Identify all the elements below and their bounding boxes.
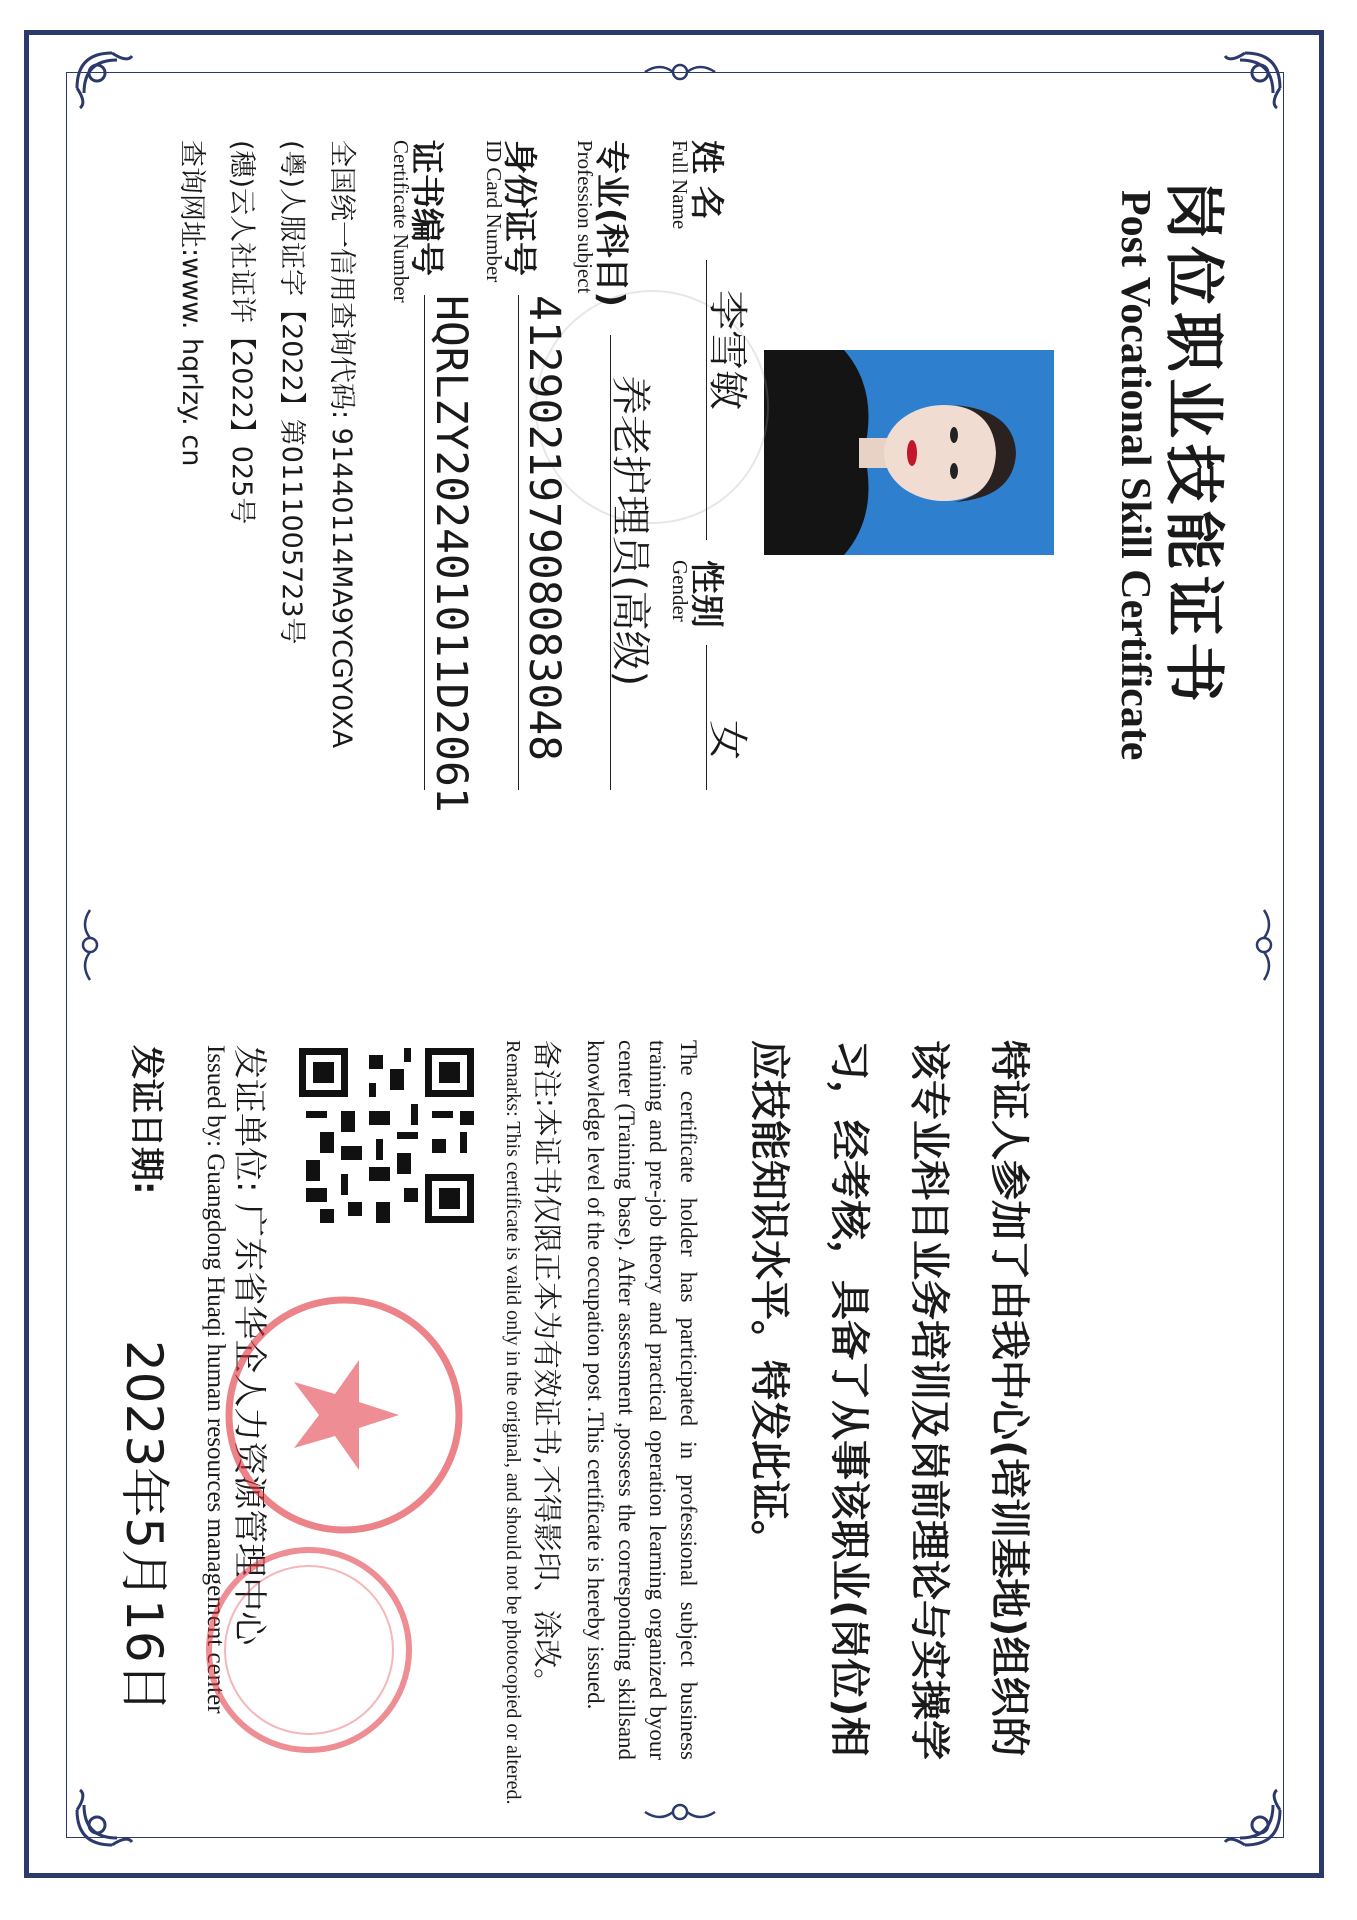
certificate-no-label-en: Certificate Number: [389, 140, 413, 303]
issue-date-label: 发证日期:: [126, 1045, 166, 1195]
remarks-cn: 备注:本证书仅限正本为有效证书,不得影印、涂改。: [530, 1040, 564, 1697]
name-value: 李雪敏: [704, 290, 750, 410]
statement-cn: 特证人参加了由我中心(培训基地)组织的该专业科目业务培训及岗前理论与实操学习，经考核，具备了从事该职业(岗位)相应技能知识水平。特发此证。: [746, 1040, 1032, 1760]
profession-value: 养老护理员(高级): [607, 375, 653, 687]
certificate-title-en: Post Vocational Skill Certificate: [1112, 190, 1158, 761]
id-card-label-en: ID Card Number: [482, 140, 506, 283]
edge-ornament-icon: [640, 60, 720, 84]
issuer-label-en: Issued by:: [202, 1045, 229, 1148]
issue-date-value: 2023年5月16日: [115, 1340, 173, 1713]
issuer-label-cn: 发证单位:: [229, 1045, 269, 1193]
statement-en: The certificate holder has participated in professional subject business training and pre-job theory and practical operation learning organized byour center (Training base). After assessment ,possess the corresponding skillsand knowledge level of the occupation post .This certificate is hereby issued.: [583, 1040, 701, 1760]
issuer-name-en: Guangdong Huaqi human resources management center: [202, 1153, 229, 1714]
profession-label-en: Profession subject: [573, 140, 597, 294]
gender-label-cn: 性别: [686, 560, 726, 628]
gender-value: 女: [704, 720, 750, 760]
gender-underline: [706, 645, 707, 790]
official-seal-icon: [219, 1290, 469, 1540]
certificate-no-label-cn: 证书编号: [406, 140, 446, 276]
name-label-cn: 姓 名: [686, 140, 726, 220]
hr-license-line: (粤)人服证字【2022】第0111005723号: [276, 140, 307, 645]
certificate-title-cn: 岗位职业技能证书: [1158, 180, 1228, 708]
issuer-name-cn: 广东省华企人力资源管理中心: [229, 1203, 269, 1646]
official-seal-icon: [199, 1540, 419, 1760]
name-label-en: Full Name: [668, 140, 692, 230]
gender-label-en: Gender: [668, 560, 692, 622]
profession-label-cn: 专业(科目): [591, 140, 631, 308]
holder-photo: [764, 350, 1054, 555]
qr-code-icon: [299, 1048, 474, 1223]
certificate-no-underline: [424, 295, 425, 790]
edge-ornament-icon: [78, 905, 102, 985]
id-card-value: 412902197908083048: [519, 295, 569, 761]
cloud-license-line: (穗)云人社证许【2022】025号: [226, 140, 257, 525]
remarks-en: Remarks: This certificate is valid only in the original, and should not be photocopied or altered.: [502, 1040, 524, 1805]
certificate-content: [109, 100, 1259, 1820]
credit-code-line: 全国统一信用查询代码: 91440114MA9YCGY0XA: [326, 140, 357, 749]
certificate-no-value: HQRLZY202401011D2061: [426, 295, 476, 813]
id-card-label-cn: 身份证号: [499, 140, 539, 276]
query-site-line: 查询网址:www. hqrlzy. cn: [176, 140, 207, 467]
